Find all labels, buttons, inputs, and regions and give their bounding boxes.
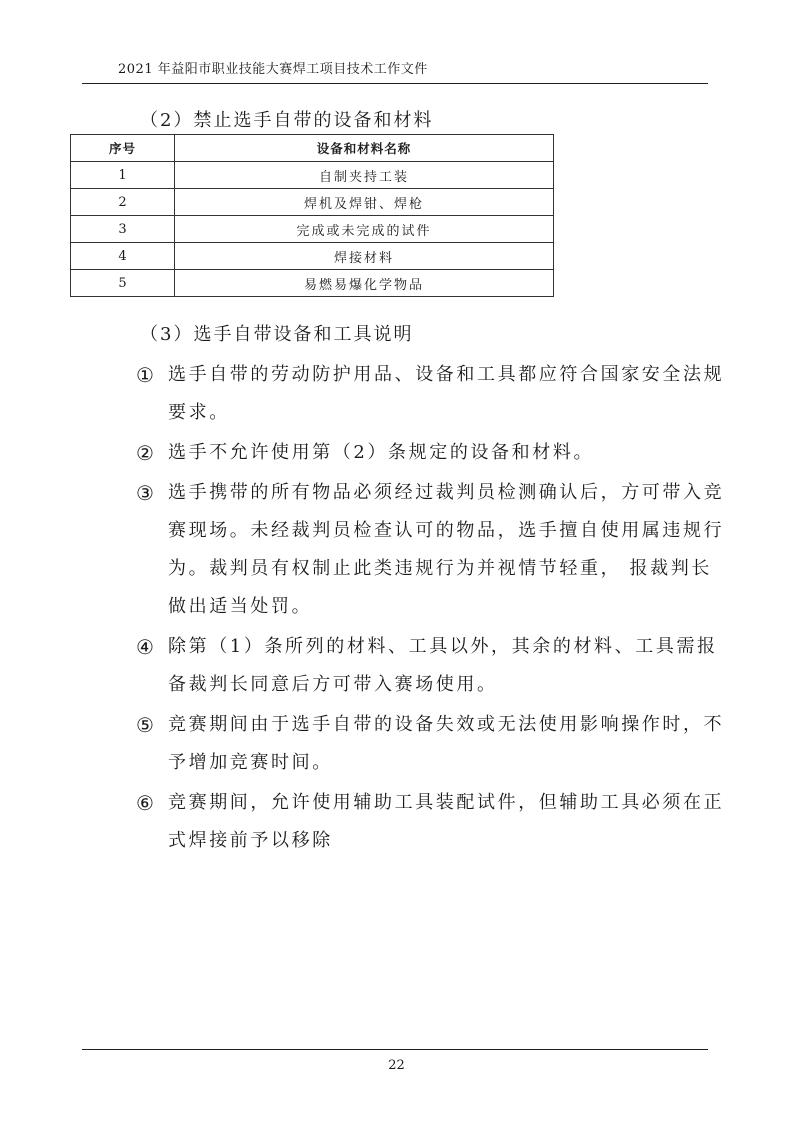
item-number: ③ [136,481,154,505]
instruction-list [136,356,726,862]
table-row [71,162,554,189]
row-item-name: 焊接材料 [175,243,554,270]
item-text: 竞赛期间由于选手自带的设备失效或无法使用影响操作时，不予增加竞赛时间。 [168,714,725,773]
page-number: 22 [388,1058,405,1073]
item-number: ⑥ [136,791,154,815]
section-2-title: （2）禁止选手自带的设备和材料 [140,110,434,131]
table-row [71,270,554,297]
footer-divider [82,1049,708,1050]
row-number: 4 [71,243,175,270]
table-header-row [71,135,554,162]
list-item [136,706,726,782]
list-item [136,356,726,432]
item-number: ④ [136,635,154,659]
row-number: 1 [71,162,175,189]
item-text: 选手不允许使用第（2）条规定的设备和材料。 [168,442,595,463]
item-text: 竞赛期间，允许使用辅助工具装配试件，但辅助工具必须在正式焊接前予以移除 [168,792,725,851]
row-item-name: 自制夹持工装 [175,162,554,189]
item-text: 选手携带的所有物品必须经过裁判员检测确认后，方可带入竞赛现场。未经裁判员检查认可的物品，选手擅自使用属违规行为。裁判员有权制止此类违规行为并视情节轻重， 报裁判长做出适当处罚。 [168,482,725,617]
row-item-name: 完成或未完成的试件 [175,216,554,243]
row-number: 5 [71,270,175,297]
prohibited-equipment-table [70,134,554,297]
table-row [71,216,554,243]
header-divider [82,83,708,84]
column-header-name: 设备和材料名称 [175,135,554,162]
item-number: ② [136,441,154,465]
list-item [136,628,726,704]
section-3-title: （3）选手自带设备和工具说明 [140,324,414,345]
list-item [136,784,726,860]
list-item [136,474,726,626]
table-row [71,189,554,216]
item-text: 除第（1）条所列的材料、工具以外，其余的材料、工具需报备裁判长同意后方可带入赛场使用。 [168,636,718,695]
item-number: ① [136,363,154,387]
row-item-name: 焊机及焊钳、焊枪 [175,189,554,216]
row-number: 2 [71,189,175,216]
list-item [136,434,726,472]
table-row [71,243,554,270]
row-item-name: 易燃易爆化学物品 [175,270,554,297]
row-number: 3 [71,216,175,243]
column-header-number: 序号 [71,135,175,162]
running-header: 2021 年益阳市职业技能大赛焊工项目技术工作文件 [118,62,428,77]
item-number: ⑤ [136,713,154,737]
item-text: 选手自带的劳动防护用品、设备和工具都应符合国家安全法规要求。 [168,364,725,423]
